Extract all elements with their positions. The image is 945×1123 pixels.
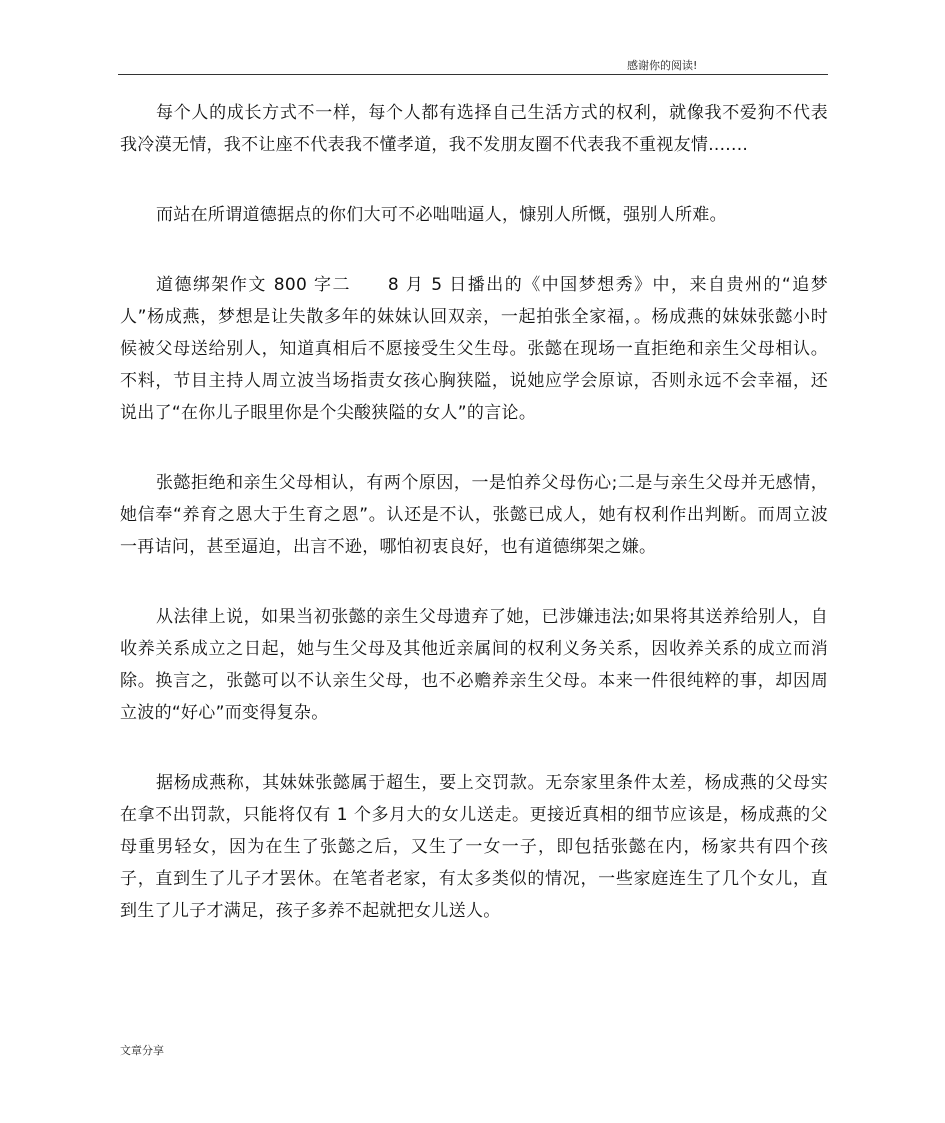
paragraph: 每个人的成长方式不一样，每个人都有选择自己生活方式的权利，就像我不爱狗不代表我冷漠无情，我不让座不代表我不懂孝道，我不发朋友圈不代表我不重视友情....... bbox=[120, 103, 828, 155]
page-footer-text: 文章分享 bbox=[120, 1044, 164, 1057]
paragraph: 道德绑架作文 800 字二 8 月 5 日播出的《中国梦想秀》中，来自贵州的“追梦人”杨成燕，梦想是让失散多年的妹妹认回双亲，一起拍张全家福，。杨成燕的妹妹张懿小时候被父母送给别人，知道真相后不愿接受生父生母。张懿在现场一直拒绝和亲生父母相认。不料，节目主持人周立波当场指责女孩心胸狭隘，说她应学会原谅，否则永远不会幸福，还说出了“在你儿子眼里你是个尖酸狭隘的女人”的言论。 bbox=[120, 275, 828, 423]
paragraph: 从法律上说，如果当初张懿的亲生父母遗弃了她，已涉嫌违法;如果将其送养给别人，自收养关系成立之日起，她与生父母及其他近亲属间的权利义务关系，因收养关系的成立而消除。换言之，张懿可以不认亲生父母，也不必赡养亲生父母。本来一件很纯粹的事，却因周立波的“好心”而变得复杂。 bbox=[120, 607, 828, 723]
paragraph: 张懿拒绝和亲生父母相认，有两个原因，一是怕养父母伤心;二是与亲生父母并无感情，她信奉“养育之恩大于生育之恩”。认还是不认，张懿已成人，她有权利作出判断。而周立波一再诘问，甚至逼迫，出言不逊，哪怕初衷良好，也有道德绑架之嫌。 bbox=[120, 473, 828, 557]
page-header-text: 感谢你的阅读! bbox=[627, 59, 698, 72]
paragraph: 据杨成燕称，其妹妹张懿属于超生，要上交罚款。无奈家里条件太差，杨成燕的父母实在拿不出罚款，只能将仅有 1 个多月大的女儿送走。更接近真相的细节应该是，杨成燕的父母重男轻女，因为在生了张懿之后，又生了一女一子，即包括张懿在内，杨家共有四个孩子，直到生了儿子才罢休。在笔者老家，有太多类似的情况，一些家庭连生了几个女儿，直到生了儿子才满足，孩子多养不起就把女儿送人。 bbox=[120, 773, 828, 921]
paragraph: 而站在所谓道德据点的你们大可不必咄咄逼人，慷别人所慨，强别人所难。 bbox=[156, 205, 727, 225]
article-body bbox=[120, 97, 828, 965]
header-divider bbox=[118, 74, 828, 75]
